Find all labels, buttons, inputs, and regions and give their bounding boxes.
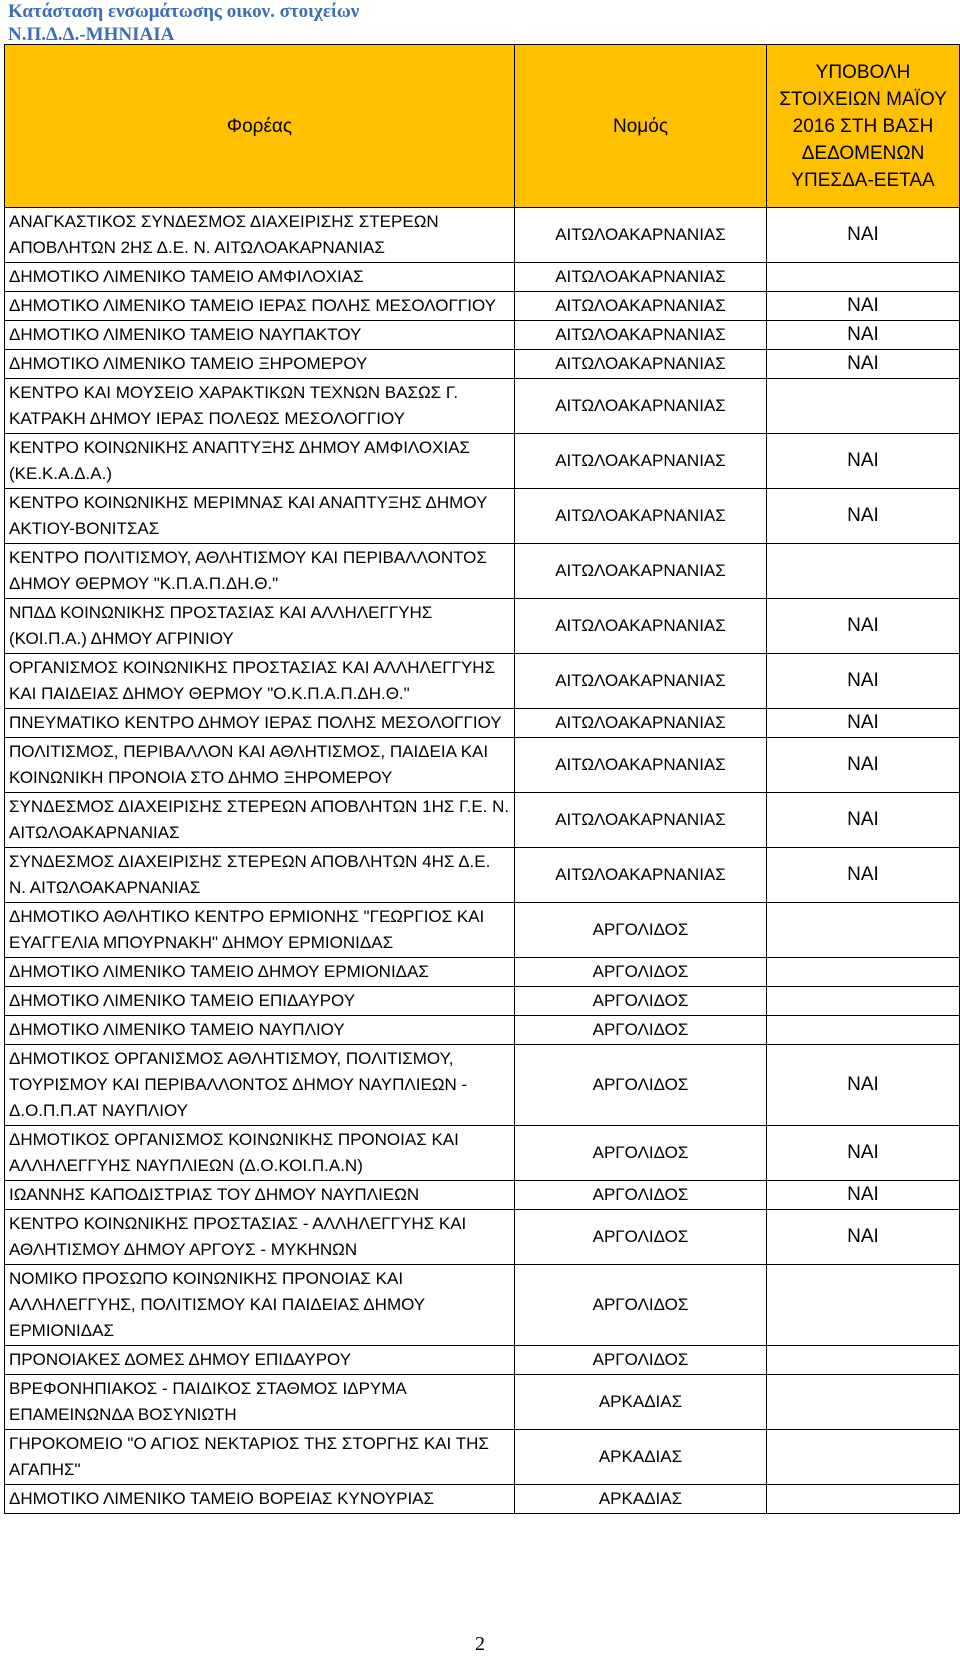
table-row [5, 987, 960, 1016]
page-number: 2 [475, 1633, 485, 1655]
entity-cell: ΚΕΝΤΡΟ ΠΟΛΙΤΙΣΜΟΥ, ΑΘΛΗΤΙΣΜΟΥ ΚΑΙ ΠΕΡΙΒΑΛΛΟΝΤΟΣ ΔΗΜΟΥ ΘΕΡΜΟΥ "Κ.Π.Α.Π.ΔΗ.Θ." [5, 544, 515, 599]
table-row [5, 1485, 960, 1514]
table-row [5, 738, 960, 793]
submission-cell: ΝΑΙ [767, 350, 960, 379]
table-row [5, 903, 960, 958]
table-row [5, 599, 960, 654]
table-row [5, 848, 960, 903]
prefecture-cell: ΑΡΓΟΛΙΔΟΣ [515, 1016, 767, 1045]
column-header-entity: Φορέας [5, 45, 515, 208]
entity-cell: ΓΗΡΟΚΟΜΕΙΟ "Ο ΑΓΙΟΣ ΝΕΚΤΑΡΙΟΣ ΤΗΣ ΣΤΟΡΓΗΣ ΚΑΙ ΤΗΣ ΑΓΑΠΗΣ" [5, 1430, 515, 1485]
entity-cell: ΑΝΑΓΚΑΣΤΙΚΟΣ ΣΥΝΔΕΣΜΟΣ ΔΙΑΧΕΙΡΙΣΗΣ ΣΤΕΡΕΩΝ ΑΠΟΒΛΗΤΩΝ 2ΗΣ Δ.Ε. Ν. ΑΙΤΩΛΟΑΚΑΡΝΑΝΙΑΣ [5, 208, 515, 263]
prefecture-cell: ΑΙΤΩΛΟΑΚΑΡΝΑΝΙΑΣ [515, 208, 767, 263]
submission-cell: ΝΑΙ [767, 848, 960, 903]
submission-cell: ΝΑΙ [767, 321, 960, 350]
submission-cell [767, 1485, 960, 1514]
submission-cell: ΝΑΙ [767, 738, 960, 793]
entity-cell: ΝΠΔΔ ΚΟΙΝΩΝΙΚΗΣ ΠΡΟΣΤΑΣΙΑΣ ΚΑΙ ΑΛΛΗΛΕΓΓΥΗΣ (ΚΟΙ.Π.Α.) ΔΗΜΟΥ ΑΓΡΙΝΙΟΥ [5, 599, 515, 654]
prefecture-cell: ΑΙΤΩΛΟΑΚΑΡΝΑΝΙΑΣ [515, 599, 767, 654]
entity-cell: ΔΗΜΟΤΙΚΟ ΛΙΜΕΝΙΚΟ ΤΑΜΕΙΟ ΝΑΥΠΛΙΟΥ [5, 1016, 515, 1045]
prefecture-cell: ΑΡΚΑΔΙΑΣ [515, 1485, 767, 1514]
table-row [5, 654, 960, 709]
table-row [5, 434, 960, 489]
table-row [5, 793, 960, 848]
entity-cell: ΝΟΜΙΚΟ ΠΡΟΣΩΠΟ ΚΟΙΝΩΝΙΚΗΣ ΠΡΟΝΟΙΑΣ ΚΑΙ ΑΛΛΗΛΕΓΓΥΗΣ, ΠΟΛΙΤΙΣΜΟΥ ΚΑΙ ΠΑΙΔΕΙΑΣ ΔΗΜΟΥ ΕΡΜΙΟΝΙΔΑΣ [5, 1265, 515, 1346]
table-row [5, 1346, 960, 1375]
entity-cell: ΠΡΟΝΟΙΑΚΕΣ ΔΟΜΕΣ ΔΗΜΟΥ ΕΠΙΔΑΥΡΟΥ [5, 1346, 515, 1375]
entity-cell: ΔΗΜΟΤΙΚΟ ΛΙΜΕΝΙΚΟ ΤΑΜΕΙΟ ΙΕΡΑΣ ΠΟΛΗΣ ΜΕΣΟΛΟΓΓΙΟΥ [5, 292, 515, 321]
table-row [5, 958, 960, 987]
submission-cell [767, 1375, 960, 1430]
table-row [5, 263, 960, 292]
header-line-1: Κατάσταση ενσωμάτωσης οικον. στοιχείων [8, 1, 360, 22]
prefecture-cell: ΑΙΤΩΛΟΑΚΑΡΝΑΝΙΑΣ [515, 292, 767, 321]
submission-cell [767, 379, 960, 434]
table-row [5, 709, 960, 738]
prefecture-cell: ΑΙΤΩΛΟΑΚΑΡΝΑΝΙΑΣ [515, 654, 767, 709]
table-row [5, 321, 960, 350]
table-row [5, 1181, 960, 1210]
prefecture-cell: ΑΙΤΩΛΟΑΚΑΡΝΑΝΙΑΣ [515, 709, 767, 738]
prefecture-cell: ΑΡΓΟΛΙΔΟΣ [515, 958, 767, 987]
table-row [5, 208, 960, 263]
table-row [5, 1375, 960, 1430]
entities-table [4, 44, 960, 1514]
submission-cell: ΝΑΙ [767, 292, 960, 321]
table-row [5, 1210, 960, 1265]
submission-cell: ΝΑΙ [767, 489, 960, 544]
prefecture-cell: ΑΙΤΩΛΟΑΚΑΡΝΑΝΙΑΣ [515, 848, 767, 903]
table-row [5, 350, 960, 379]
entity-cell: ΠΟΛΙΤΙΣΜΟΣ, ΠΕΡΙΒΑΛΛΟΝ ΚΑΙ ΑΘΛΗΤΙΣΜΟΣ, ΠΑΙΔΕΙΑ ΚΑΙ ΚΟΙΝΩΝΙΚΗ ΠΡΟΝΟΙΑ ΣΤΟ ΔΗΜΟ ΞΗΡΟΜΕΡΟΥ [5, 738, 515, 793]
header-line-2: Ν.Π.Δ.Δ.-ΜΗΝΙΑΙΑ [8, 24, 175, 45]
submission-cell [767, 903, 960, 958]
entity-cell: ΣΥΝΔΕΣΜΟΣ ΔΙΑΧΕΙΡΙΣΗΣ ΣΤΕΡΕΩΝ ΑΠΟΒΛΗΤΩΝ 1ΗΣ Γ.Ε. Ν. ΑΙΤΩΛΟΑΚΑΡΝΑΝΙΑΣ [5, 793, 515, 848]
prefecture-cell: ΑΙΤΩΛΟΑΚΑΡΝΑΝΙΑΣ [515, 793, 767, 848]
table-row [5, 1265, 960, 1346]
prefecture-cell: ΑΡΚΑΔΙΑΣ [515, 1430, 767, 1485]
submission-cell: ΝΑΙ [767, 654, 960, 709]
prefecture-cell: ΑΡΓΟΛΙΔΟΣ [515, 903, 767, 958]
submission-cell: ΝΑΙ [767, 1210, 960, 1265]
prefecture-cell: ΑΙΤΩΛΟΑΚΑΡΝΑΝΙΑΣ [515, 544, 767, 599]
prefecture-cell: ΑΙΤΩΛΟΑΚΑΡΝΑΝΙΑΣ [515, 738, 767, 793]
column-header-submission: ΥΠΟΒΟΛΗ ΣΤΟΙΧΕΙΩΝ ΜΑΪΟΥ 2016 ΣΤΗ ΒΑΣΗ ΔΕΔΟΜΕΝΩΝ ΥΠΕΣΔΑ-ΕΕΤΑΑ [767, 45, 960, 208]
submission-cell [767, 958, 960, 987]
submission-cell [767, 1016, 960, 1045]
submission-cell: ΝΑΙ [767, 599, 960, 654]
submission-cell: ΝΑΙ [767, 709, 960, 738]
entity-cell: ΚΕΝΤΡΟ ΚΟΙΝΩΝΙΚΗΣ ΑΝΑΠΤΥΞΗΣ ΔΗΜΟΥ ΑΜΦΙΛΟΧΙΑΣ (ΚΕ.Κ.Α.Δ.Α.) [5, 434, 515, 489]
table-row [5, 1045, 960, 1126]
submission-cell: ΝΑΙ [767, 793, 960, 848]
prefecture-cell: ΑΙΤΩΛΟΑΚΑΡΝΑΝΙΑΣ [515, 379, 767, 434]
submission-cell [767, 1346, 960, 1375]
submission-cell: ΝΑΙ [767, 208, 960, 263]
prefecture-cell: ΑΡΓΟΛΙΔΟΣ [515, 1181, 767, 1210]
document-header [8, 0, 359, 46]
submission-cell: ΝΑΙ [767, 1045, 960, 1126]
prefecture-cell: ΑΡΚΑΔΙΑΣ [515, 1375, 767, 1430]
entity-cell: ΚΕΝΤΡΟ ΚΟΙΝΩΝΙΚΗΣ ΜΕΡΙΜΝΑΣ ΚΑΙ ΑΝΑΠΤΥΞΗΣ ΔΗΜΟΥ ΑΚΤΙΟΥ-ΒΟΝΙΤΣΑΣ [5, 489, 515, 544]
table-body [5, 208, 960, 1514]
entity-cell: ΔΗΜΟΤΙΚΟ ΛΙΜΕΝΙΚΟ ΤΑΜΕΙΟ ΞΗΡΟΜΕΡΟΥ [5, 350, 515, 379]
column-header-prefecture: Νομός [515, 45, 767, 208]
entity-cell: ΙΩΑΝΝΗΣ ΚΑΠΟΔΙΣΤΡΙΑΣ ΤΟΥ ΔΗΜΟΥ ΝΑΥΠΛΙΕΩΝ [5, 1181, 515, 1210]
entity-cell: ΔΗΜΟΤΙΚΟ ΛΙΜΕΝΙΚΟ ΤΑΜΕΙΟ ΝΑΥΠΑΚΤΟΥ [5, 321, 515, 350]
submission-cell: ΝΑΙ [767, 1181, 960, 1210]
prefecture-cell: ΑΙΤΩΛΟΑΚΑΡΝΑΝΙΑΣ [515, 321, 767, 350]
prefecture-cell: ΑΙΤΩΛΟΑΚΑΡΝΑΝΙΑΣ [515, 350, 767, 379]
entity-cell: ΣΥΝΔΕΣΜΟΣ ΔΙΑΧΕΙΡΙΣΗΣ ΣΤΕΡΕΩΝ ΑΠΟΒΛΗΤΩΝ 4ΗΣ Δ.Ε. Ν. ΑΙΤΩΛΟΑΚΑΡΝΑΝΙΑΣ [5, 848, 515, 903]
table-header-row [5, 45, 960, 208]
table-row [5, 292, 960, 321]
entity-cell: ΔΗΜΟΤΙΚΟ ΛΙΜΕΝΙΚΟ ΤΑΜΕΙΟ ΔΗΜΟΥ ΕΡΜΙΟΝΙΔΑΣ [5, 958, 515, 987]
entity-cell: ΔΗΜΟΤΙΚΟ ΛΙΜΕΝΙΚΟ ΤΑΜΕΙΟ ΕΠΙΔΑΥΡΟΥ [5, 987, 515, 1016]
prefecture-cell: ΑΡΓΟΛΙΔΟΣ [515, 987, 767, 1016]
table-row [5, 379, 960, 434]
entity-cell: ΚΕΝΤΡΟ ΚΟΙΝΩΝΙΚΗΣ ΠΡΟΣΤΑΣΙΑΣ - ΑΛΛΗΛΕΓΓΥΗΣ ΚΑΙ ΑΘΛΗΤΙΣΜΟΥ ΔΗΜΟΥ ΑΡΓΟΥΣ - ΜΥΚΗΝΩΝ [5, 1210, 515, 1265]
submission-cell [767, 263, 960, 292]
prefecture-cell: ΑΡΓΟΛΙΔΟΣ [515, 1045, 767, 1126]
submission-cell [767, 1265, 960, 1346]
prefecture-cell: ΑΙΤΩΛΟΑΚΑΡΝΑΝΙΑΣ [515, 434, 767, 489]
prefecture-cell: ΑΡΓΟΛΙΔΟΣ [515, 1126, 767, 1181]
table-row [5, 489, 960, 544]
table-row [5, 544, 960, 599]
entity-cell: ΔΗΜΟΤΙΚΟ ΑΘΛΗΤΙΚΟ ΚΕΝΤΡΟ ΕΡΜΙΟΝΗΣ "ΓΕΩΡΓΙΟΣ ΚΑΙ ΕΥΑΓΓΕΛΙΑ ΜΠΟΥΡΝΑΚΗ" ΔΗΜΟΥ ΕΡΜΙΟΝΙΔΑΣ [5, 903, 515, 958]
entity-cell: ΒΡΕΦΟΝΗΠΙΑΚΟΣ - ΠΑΙΔΙΚΟΣ ΣΤΑΘΜΟΣ ΙΔΡΥΜΑ ΕΠΑΜΕΙΝΩΝΔΑ ΒΟΣΥΝΙΩΤΗ [5, 1375, 515, 1430]
prefecture-cell: ΑΡΓΟΛΙΔΟΣ [515, 1346, 767, 1375]
submission-cell [767, 544, 960, 599]
entity-cell: ΚΕΝΤΡΟ ΚΑΙ ΜΟΥΣΕΙΟ ΧΑΡΑΚΤΙΚΩΝ ΤΕΧΝΩΝ ΒΑΣΩΣ Γ. ΚΑΤΡΑΚΗ ΔΗΜΟΥ ΙΕΡΑΣ ΠΟΛΕΩΣ ΜΕΣΟΛΟΓΓΙΟΥ [5, 379, 515, 434]
entity-cell: ΔΗΜΟΤΙΚΟ ΛΙΜΕΝΙΚΟ ΤΑΜΕΙΟ ΑΜΦΙΛΟΧΙΑΣ [5, 263, 515, 292]
table-row [5, 1430, 960, 1485]
table-row [5, 1016, 960, 1045]
submission-cell: ΝΑΙ [767, 434, 960, 489]
submission-cell: ΝΑΙ [767, 1126, 960, 1181]
prefecture-cell: ΑΙΤΩΛΟΑΚΑΡΝΑΝΙΑΣ [515, 489, 767, 544]
entity-cell: ΔΗΜΟΤΙΚΟΣ ΟΡΓΑΝΙΣΜΟΣ ΑΘΛΗΤΙΣΜΟΥ, ΠΟΛΙΤΙΣΜΟΥ, ΤΟΥΡΙΣΜΟΥ ΚΑΙ ΠΕΡΙΒΑΛΛΟΝΤΟΣ ΔΗΜΟΥ ΝΑΥΠΛΙΕΩΝ - Δ.Ο.Π.Π.ΑΤ ΝΑΥΠΛΙΟΥ [5, 1045, 515, 1126]
entity-cell: ΠΝΕΥΜΑΤΙΚΟ ΚΕΝΤΡΟ ΔΗΜΟΥ ΙΕΡΑΣ ΠΟΛΗΣ ΜΕΣΟΛΟΓΓΙΟΥ [5, 709, 515, 738]
prefecture-cell: ΑΡΓΟΛΙΔΟΣ [515, 1265, 767, 1346]
entity-cell: ΔΗΜΟΤΙΚΟ ΛΙΜΕΝΙΚΟ ΤΑΜΕΙΟ ΒΟΡΕΙΑΣ ΚΥΝΟΥΡΙΑΣ [5, 1485, 515, 1514]
entity-cell: ΔΗΜΟΤΙΚΟΣ ΟΡΓΑΝΙΣΜΟΣ ΚΟΙΝΩΝΙΚΗΣ ΠΡΟΝΟΙΑΣ ΚΑΙ ΑΛΛΗΛΕΓΓΥΗΣ ΝΑΥΠΛΙΕΩΝ (Δ.Ο.ΚΟΙ.Π.Α.Ν) [5, 1126, 515, 1181]
submission-cell [767, 1430, 960, 1485]
prefecture-cell: ΑΙΤΩΛΟΑΚΑΡΝΑΝΙΑΣ [515, 263, 767, 292]
prefecture-cell: ΑΡΓΟΛΙΔΟΣ [515, 1210, 767, 1265]
submission-cell [767, 987, 960, 1016]
entity-cell: ΟΡΓΑΝΙΣΜΟΣ ΚΟΙΝΩΝΙΚΗΣ ΠΡΟΣΤΑΣΙΑΣ ΚΑΙ ΑΛΛΗΛΕΓΓΥΗΣ ΚΑΙ ΠΑΙΔΕΙΑΣ ΔΗΜΟΥ ΘΕΡΜΟΥ "Ο.Κ.Π.Α.Π.ΔΗ.Θ." [5, 654, 515, 709]
table-row [5, 1126, 960, 1181]
